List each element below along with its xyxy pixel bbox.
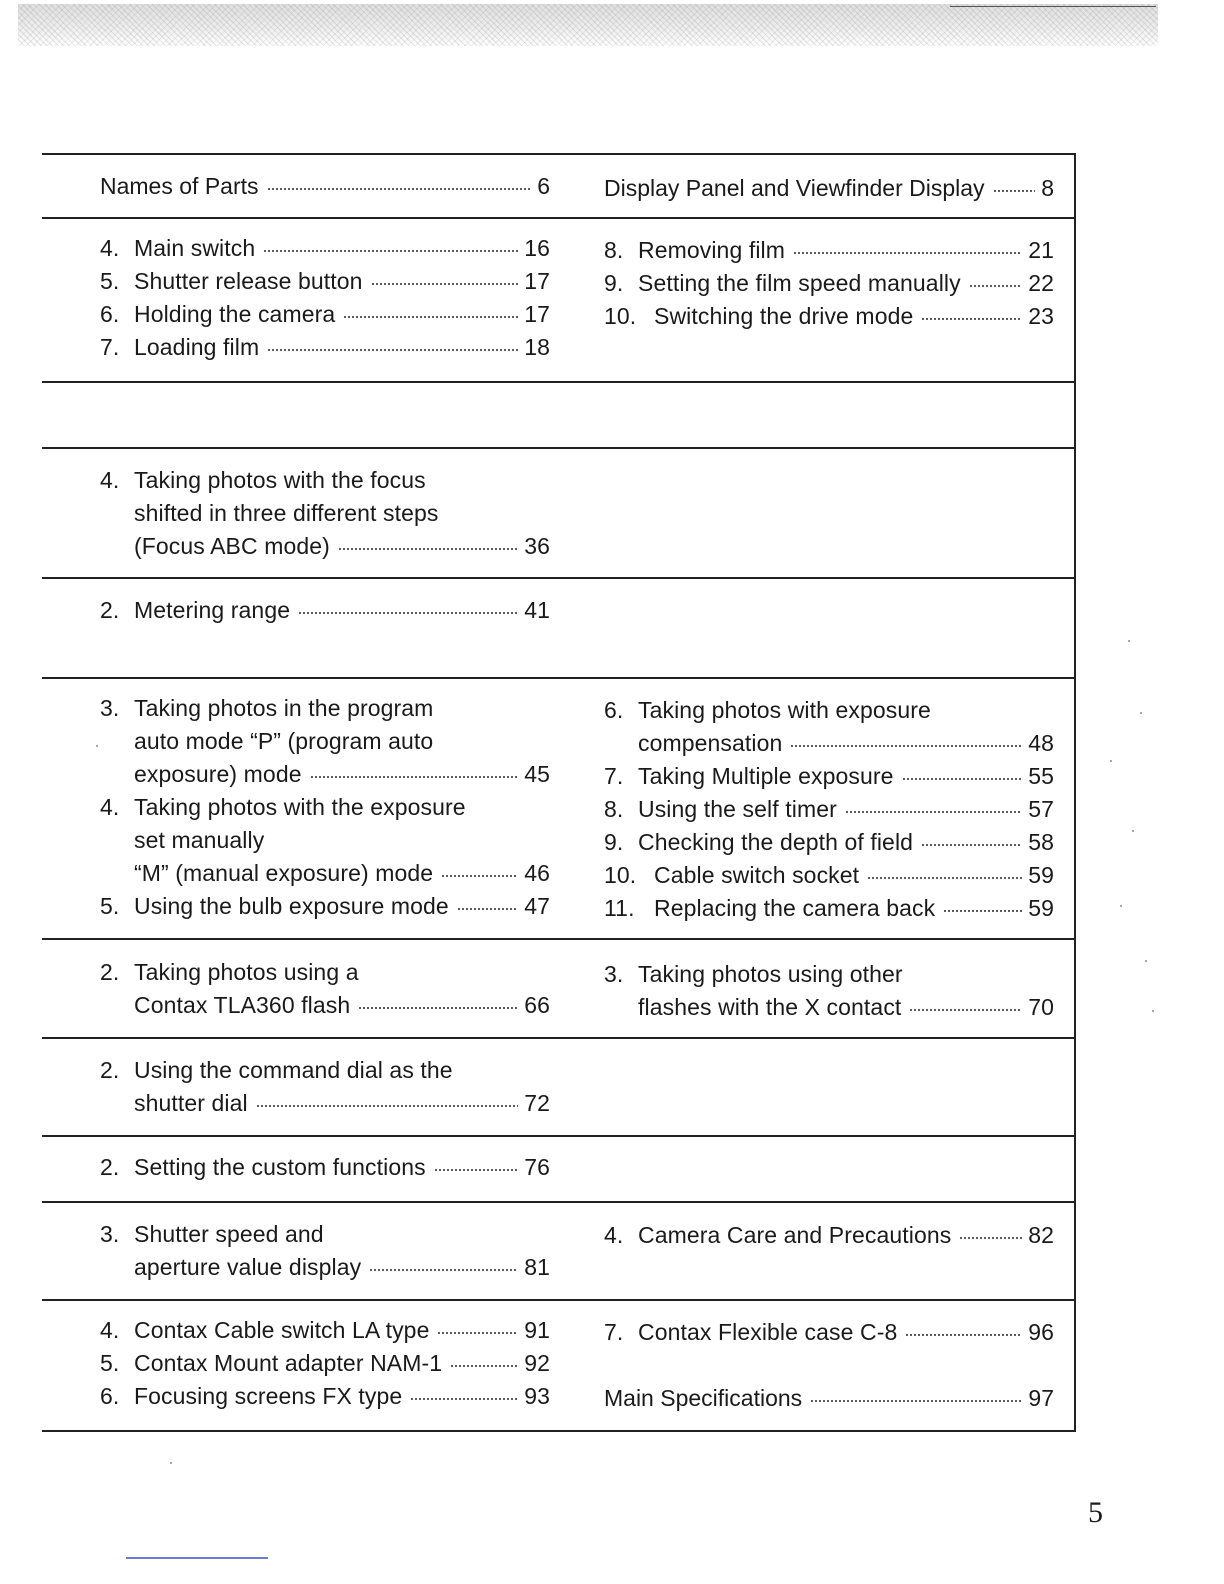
entry-title-line: Contax Mount adapter NAM-1	[134, 1350, 443, 1376]
entry-title-line: Cable switch socket	[654, 862, 860, 888]
dot-leader	[410, 1398, 518, 1400]
entry-title-line: set manually	[134, 827, 265, 853]
entry-number: 2.	[100, 959, 120, 985]
entry-title-line: Setting the custom functions	[134, 1154, 426, 1180]
page-number: 5	[1088, 1496, 1103, 1529]
entry-title-line: Contax TLA360 flash	[134, 992, 351, 1018]
entry-title-line: Main switch	[134, 235, 256, 261]
entry-number: 3.	[100, 695, 120, 721]
section-rule	[42, 577, 1076, 579]
entry-number: 2.	[100, 597, 120, 623]
dot-leader	[909, 1009, 1022, 1011]
toc-entry	[100, 1314, 550, 1347]
entry-page: 59	[1028, 895, 1054, 921]
toc-entry	[100, 890, 550, 923]
entry-page: 16	[524, 235, 550, 261]
section-rule	[42, 1201, 1076, 1203]
section-rule	[42, 938, 1076, 940]
entry-title-line: Focusing screens FX type	[134, 1383, 403, 1409]
entry-number: 6.	[604, 697, 624, 723]
toc-entry	[100, 265, 550, 298]
entry-page: 91	[524, 1317, 550, 1343]
entry-title: Display Panel and Viewfinder Display	[604, 175, 985, 201]
toc-entry	[604, 1316, 1054, 1349]
toc-entry-names-of-parts	[100, 170, 550, 203]
bottom-underline-mark	[126, 1557, 268, 1559]
dot-leader	[790, 745, 1022, 747]
entry-number: 11.	[604, 895, 635, 921]
dot-leader	[343, 316, 518, 318]
entry-page: 72	[524, 1090, 550, 1116]
entry-number: 8.	[604, 796, 624, 822]
entry-number: 7.	[100, 334, 120, 360]
entry-title-line: Shutter speed and	[134, 1221, 324, 1247]
entry-title-line: Taking Multiple exposure	[638, 763, 894, 789]
entry-page: 18	[524, 334, 550, 360]
section-rule	[42, 1430, 1076, 1432]
entry-number: 6.	[100, 1383, 120, 1409]
entry-title-line: Using the command dial as the	[134, 1057, 453, 1083]
entry-title-line: (Focus ABC mode)	[134, 533, 330, 559]
entry-number: 3.	[604, 961, 624, 987]
toc-entry	[604, 892, 1054, 925]
dot-leader	[310, 776, 519, 778]
dot-leader	[338, 548, 518, 550]
entry-number: 9.	[604, 829, 624, 855]
dot-leader	[267, 188, 532, 190]
entry-page: 93	[524, 1383, 550, 1409]
dot-leader	[921, 844, 1022, 846]
entry-title-line: Using the self timer	[638, 796, 837, 822]
entry-title-line: compensation	[638, 730, 783, 756]
dot-leader	[267, 349, 518, 351]
entry-title-line: shifted in three different steps	[134, 500, 439, 526]
entry-page: 41	[524, 597, 550, 623]
entry-page: 57	[1028, 796, 1054, 822]
section-rule	[42, 381, 1076, 383]
dot-leader	[358, 1007, 518, 1009]
entry-number: 4.	[100, 794, 120, 820]
entry-number: 2.	[100, 1154, 120, 1180]
dot-leader	[867, 877, 1022, 879]
dot-leader	[450, 1365, 518, 1367]
toc-entry-display-panel	[604, 172, 1054, 205]
entry-number: 4.	[100, 467, 120, 493]
entry-page: 48	[1028, 730, 1054, 756]
entry-page: 45	[524, 761, 550, 787]
entry-number: 7.	[604, 763, 624, 789]
section-rule	[42, 217, 1076, 219]
toc-entry	[100, 1347, 550, 1380]
table-right-border	[1074, 154, 1076, 1432]
dot-leader	[298, 612, 518, 614]
dot-leader	[845, 811, 1022, 813]
entry-title-line: flashes with the X contact	[638, 994, 902, 1020]
entry-title-line: Checking the depth of field	[638, 829, 914, 855]
entry-title-line: Removing film	[638, 237, 786, 263]
section-rule	[42, 1135, 1076, 1137]
entry-page: 22	[1028, 270, 1054, 296]
entry-number: 5.	[100, 1350, 120, 1376]
toc-entry	[100, 594, 550, 627]
toc-entry	[604, 826, 1054, 859]
dot-leader	[369, 1269, 518, 1271]
dot-leader	[810, 1400, 1022, 1402]
entry-page: 76	[524, 1154, 550, 1180]
entry-page: 81	[524, 1254, 550, 1280]
entry-title-line: Taking photos using other	[638, 961, 903, 987]
dot-leader	[434, 1169, 518, 1171]
dot-leader	[441, 875, 518, 877]
section-rule	[42, 153, 1076, 155]
dot-leader	[371, 283, 519, 285]
entry-page: 6	[537, 173, 550, 199]
entry-title-line: Contax Cable switch LA type	[134, 1317, 430, 1343]
toc-entry	[100, 956, 550, 1022]
toc-entry	[100, 464, 550, 563]
entry-page: 17	[524, 301, 550, 327]
entry-title-line: aperture value display	[134, 1254, 362, 1280]
entry-title-line: Taking photos with the exposure	[134, 794, 466, 820]
section-rule	[42, 447, 1076, 449]
toc-entry	[100, 791, 550, 890]
entry-page: 59	[1028, 862, 1054, 888]
entry-title-line: Loading film	[134, 334, 260, 360]
entry-page: 92	[524, 1350, 550, 1376]
toc-entry	[604, 760, 1054, 793]
toc-entry	[100, 692, 550, 791]
entry-page: 96	[1028, 1319, 1054, 1345]
entry-title-line: Switching the drive mode	[654, 303, 914, 329]
entry-page: 36	[524, 533, 550, 559]
toc-entry	[604, 1219, 1054, 1252]
dot-leader	[902, 778, 1023, 780]
entry-title-line: Metering range	[134, 597, 291, 623]
entry-page: 17	[524, 268, 550, 294]
entry-number: 4.	[100, 235, 120, 261]
dot-leader	[959, 1237, 1022, 1239]
entry-number: 6.	[100, 301, 120, 327]
dot-leader	[457, 908, 518, 910]
toc-entry	[100, 298, 550, 331]
toc-entry	[604, 267, 1054, 300]
entry-number: 5.	[100, 268, 120, 294]
entry-title-line: Shutter release button	[134, 268, 363, 294]
entry-page: 8	[1041, 175, 1054, 201]
entry-title: Main Specifications	[604, 1385, 803, 1411]
dot-leader	[993, 190, 1036, 192]
entry-number: 4.	[100, 1317, 120, 1343]
toc-entry	[100, 1380, 550, 1413]
entry-title: Names of Parts	[100, 173, 259, 199]
header-band-rule	[950, 6, 1156, 7]
entry-page: 97	[1028, 1385, 1054, 1411]
dot-leader	[793, 252, 1022, 254]
entry-number: 10.	[604, 303, 637, 329]
entry-title-line: “M” (manual exposure) mode	[134, 860, 434, 886]
toc-entry	[100, 1054, 550, 1120]
entry-title-line: Replacing the camera back	[654, 895, 936, 921]
entry-page: 23	[1028, 303, 1054, 329]
toc-entry	[604, 793, 1054, 826]
entry-title-line: Setting the film speed manually	[638, 270, 961, 296]
entry-number: 4.	[604, 1222, 624, 1248]
entry-title-line: Camera Care and Precautions	[638, 1222, 952, 1248]
dot-leader	[256, 1105, 518, 1107]
section-rule	[42, 1037, 1076, 1039]
toc-entry	[604, 958, 1054, 1024]
toc-entry	[100, 331, 550, 364]
toc-entry	[604, 694, 1054, 760]
entry-title-line: Taking photos with exposure	[638, 697, 931, 723]
halftone-header-band	[18, 4, 1158, 46]
toc-entry	[604, 234, 1054, 267]
toc-entry	[604, 300, 1054, 333]
section-rule	[42, 1299, 1076, 1301]
dot-leader	[905, 1334, 1022, 1336]
entry-number: 3.	[100, 1221, 120, 1247]
toc-entry	[100, 1218, 550, 1284]
toc-entry	[100, 232, 550, 265]
entry-title-line: Taking photos with the focus	[134, 467, 426, 493]
dot-leader	[921, 318, 1022, 320]
entry-number: 5.	[100, 893, 120, 919]
entry-number: 9.	[604, 270, 624, 296]
entry-page: 82	[1028, 1222, 1054, 1248]
dot-leader	[943, 910, 1022, 912]
entry-number: 8.	[604, 237, 624, 263]
entry-number: 7.	[604, 1319, 624, 1345]
entry-title-line: auto mode “P” (program auto	[134, 728, 434, 754]
entry-page: 66	[524, 992, 550, 1018]
entry-title-line: Taking photos using a	[134, 959, 359, 985]
entry-title-line: shutter dial	[134, 1090, 248, 1116]
entry-title-line: Contax Flexible case C-8	[638, 1319, 898, 1345]
entry-title-line: Using the bulb exposure mode	[134, 893, 449, 919]
entry-page: 70	[1028, 994, 1054, 1020]
entry-page: 55	[1028, 763, 1054, 789]
entry-title-line: exposure) mode	[134, 761, 302, 787]
section-rule	[42, 677, 1076, 679]
dot-leader	[969, 285, 1022, 287]
entry-number: 10.	[604, 862, 637, 888]
entry-page: 46	[524, 860, 550, 886]
entry-title-line: Holding the camera	[134, 301, 336, 327]
toc-entry	[100, 1151, 550, 1184]
entry-page: 58	[1028, 829, 1054, 855]
toc-entry	[604, 859, 1054, 892]
entry-page: 47	[524, 893, 550, 919]
toc-entry-main-specifications	[604, 1382, 1054, 1415]
dot-leader	[263, 250, 518, 252]
entry-title-line: Taking photos in the program	[134, 695, 434, 721]
dot-leader	[437, 1332, 518, 1334]
entry-number: 2.	[100, 1057, 120, 1083]
entry-page: 21	[1028, 237, 1054, 263]
